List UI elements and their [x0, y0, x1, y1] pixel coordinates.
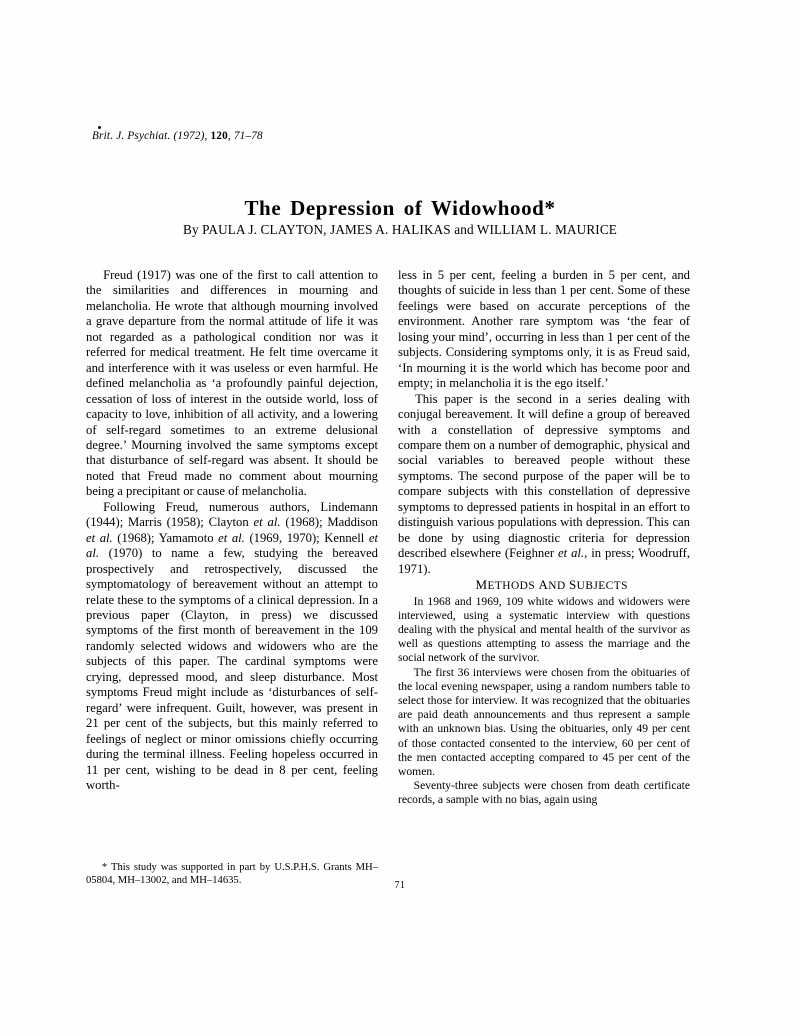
et-al-italic: et al. [86, 530, 379, 561]
heading-initial: S [568, 577, 577, 593]
et-al-italic: et al. [558, 546, 585, 561]
et-al-italic: et al. [86, 530, 113, 545]
section-heading-methods-and-subjects [398, 577, 690, 594]
journal-citation-line [92, 130, 263, 142]
citation-volume: 120 [210, 130, 228, 142]
et-al-italic: et al. [253, 515, 281, 530]
ink-speck [98, 126, 101, 129]
text-run: Following Freud, numerous authors, Lindemann (1944); Marris (1958); Clayton [86, 499, 378, 530]
article-title: The Depression of Widowhood* [244, 196, 556, 221]
heading-smallcaps: UBJECTS [576, 580, 628, 593]
heading-smallcaps: ETHODS [487, 580, 536, 593]
paragraph-death-certificate-sampling: Seventy-three subjects were chosen from death certificate records, a sample with no bias, again using [398, 779, 690, 807]
paragraph-literature-review [86, 500, 378, 794]
paragraph-symptom-percentages: less in 5 per cent, feeling a burden in 5 per cent, and thoughts of suicide in less than 1 per cent. Some of these feelings were based on accurate perceptions of the environment. Another rare symptom was ‘the fear of losing your mind’, occurring in less than 1 per cent of the subjects. Considering symptoms only, it is as Freud said, ‘In mourning it is the world which has become poor and empty; in melancholia it is the ego itself.’ [398, 268, 690, 391]
text-run: This paper is the second in a series dealing with conjugal bereavement. It will define a group of bereaved with a constellation of depressive symptoms and compare them on a number of demographic, physical and social variables to bereaved people without these symptoms. The second purpose of the paper will be to compare subjects with this constellation of depressive symptoms to depressed patients in hospital in an effort to distinguish various populations with depression. This can be done by using diagnostic criteria for depression described elsewhere (Feighner [398, 391, 690, 561]
text-run: (1970) to name a few, studying the bereaved prospectively and retrospectively, discussed the symptomatology of bereavement without an attempt to relate these to the symptoms of a clinical depression. In a previous paper (Clayton, in press) we discussed symptoms of the first month of bereavement in the 109 randomly selected widows and widowers who are the subjects of this paper. The cardinal symptoms were crying, depressed mood, and sleep disturbance. Most symptoms Freud might include as ‘disturbances of self-regard’ were infrequent. Guilt, however, was present in 21 per cent of the subjects, but this mainly referred to feelings of neglect or minor omissions chiefly occurring during the terminal illness. Feeling hopeless occurred in 11 per cent, wishing to be dead in 8 per cent, feeling worth- [86, 546, 378, 792]
text-run: (1968); Maddison [280, 515, 378, 530]
paragraph-paper-purpose [398, 392, 690, 577]
text-run: (1968); Yamamoto [112, 530, 219, 545]
author-byline: By PAULA J. CLAYTON, JAMES A. HALIKAS and WILLIAM L. MAURICE [183, 222, 617, 237]
body-column-left [86, 268, 378, 793]
page-number: 71 [394, 880, 406, 891]
et-al-italic: et al. [218, 530, 245, 545]
paragraph-sample-interviews: In 1968 and 1969, 109 white widows and widowers were interviewed, using a systematic interview with questions dealing with the physical and mental health of the survivor as well as questions attempting to assess the marriage and the social network of the survivor. [398, 594, 690, 665]
text-run: (1969, 1970); Kennell [244, 530, 369, 545]
citation-pages: , 71–78 [227, 130, 263, 142]
heading-initial: A [538, 577, 549, 593]
heading-smallcaps: ND [548, 580, 566, 593]
citation-prefix: Brit. J. Psychiat. (1972), [92, 130, 211, 142]
paragraph-obituary-sampling: The first 36 interviews were chosen from the obituaries of the local evening newspaper, using a random numbers table to select those for interview. It was recognized that the obituaries are paid death announcements and thus represent a sample with an unknown bias. Using the obituaries, only 49 per cent of those contacted consented to the interview, 60 per cent of the men contacted accepting compared to 45 per cent of the women. [398, 665, 690, 778]
body-column-right [398, 268, 690, 808]
footnote-text: * This study was supported in part by U.S.P.H.S. Grants MH–05804, MH–13002, and MH–14635. [86, 862, 378, 886]
heading-initial: M [475, 577, 488, 593]
paragraph-freud-intro: Freud (1917) was one of the first to call attention to the similarities and differences in mourning and melancholia. He wrote that although mourning involved a grave departure from the normal attitude of life it was not regarded as a pathological condition nor was it referred for medical treatment. He felt time overcame it and interference with it was useless or even harmful. He defined melancholia as ‘a profoundly painful dejection, cessation of loss of interest in the outside world, loss of capacity to love, inhibition of all activity, and a lowering of self-regard sometimes to an extreme delusional degree.’ Mourning involved the same symptoms except that disturbance of self-regard was absent. It should be noted that Freud made no comment about mourning being a precipitant or cause of melancholia. [86, 268, 378, 499]
text-run: , in press; Woodruff, 1971). [398, 546, 690, 576]
